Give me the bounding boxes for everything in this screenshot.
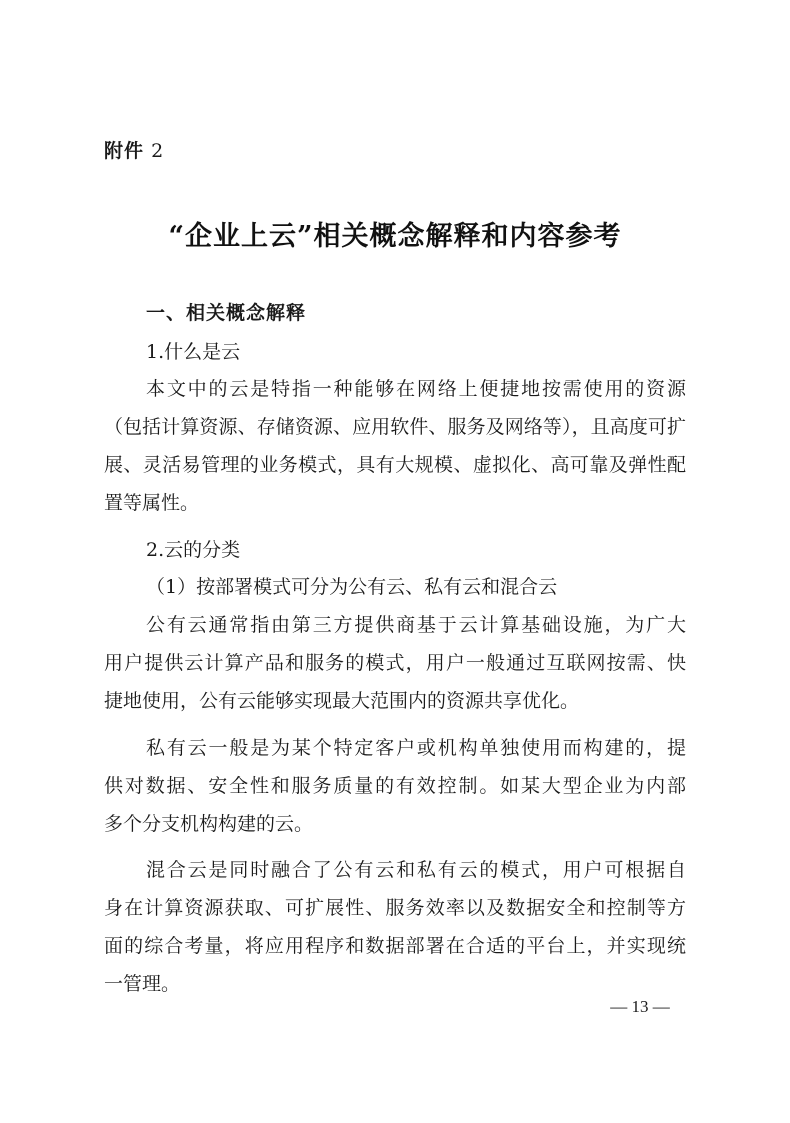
attachment-word: 附件 (104, 140, 145, 162)
attachment-label (104, 136, 164, 163)
paragraph-line: 本文中的云是特指一种能够在网络上便捷地按需使用的资源 (146, 378, 686, 400)
paragraph-line: 一管理。 (104, 973, 181, 995)
document-title: “企业上云”相关概念解释和内容参考 (168, 221, 622, 252)
paragraph-line: 展、灵活易管理的业务模式，具有大规模、虚拟化、高可靠及弹性配 (104, 454, 686, 476)
paragraph-line: 用户提供云计算产品和服务的模式，用户一般通过互联网按需、快 (104, 652, 686, 674)
paragraph-line: 身在计算资源获取、可扩展性、服务效率以及数据安全和控制等方 (104, 897, 686, 919)
paragraph-line: 多个分支机构构建的云。 (104, 813, 314, 835)
sub-item-title: （1）按部署模式可分为公有云、私有云和混合云 (146, 576, 558, 598)
paragraph-line: 供对数据、安全性和服务质量的有效控制。如某大型企业为内部 (104, 775, 686, 797)
paragraph-line: 混合云是同时融合了公有云和私有云的模式，用户可根据自 (146, 859, 686, 881)
paragraph-line: 捷地使用，公有云能够实现最大范围内的资源共享优化。 (104, 690, 580, 712)
page-number: — 13 — (610, 997, 670, 1016)
paragraph-line: 公有云通常指由第三方提供商基于云计算基础设施，为广大 (146, 614, 686, 636)
item-title: 2.云的分类 (146, 539, 241, 561)
attachment-number: 2 (151, 140, 165, 162)
paragraph-line: 置等属性。 (104, 492, 200, 514)
section-heading: 一、相关概念解释 (146, 302, 307, 324)
paragraph-line: （包括计算资源、存储资源、应用软件、服务及网络等），且高度可扩 (104, 416, 686, 438)
paragraph-line: 私有云一般是为某个特定客户或机构单独使用而构建的，提 (146, 737, 686, 759)
item-title: 1.什么是云 (146, 341, 241, 363)
paragraph-line: 面的综合考量，将应用程序和数据部署在合适的平台上，并实现统 (104, 935, 686, 957)
